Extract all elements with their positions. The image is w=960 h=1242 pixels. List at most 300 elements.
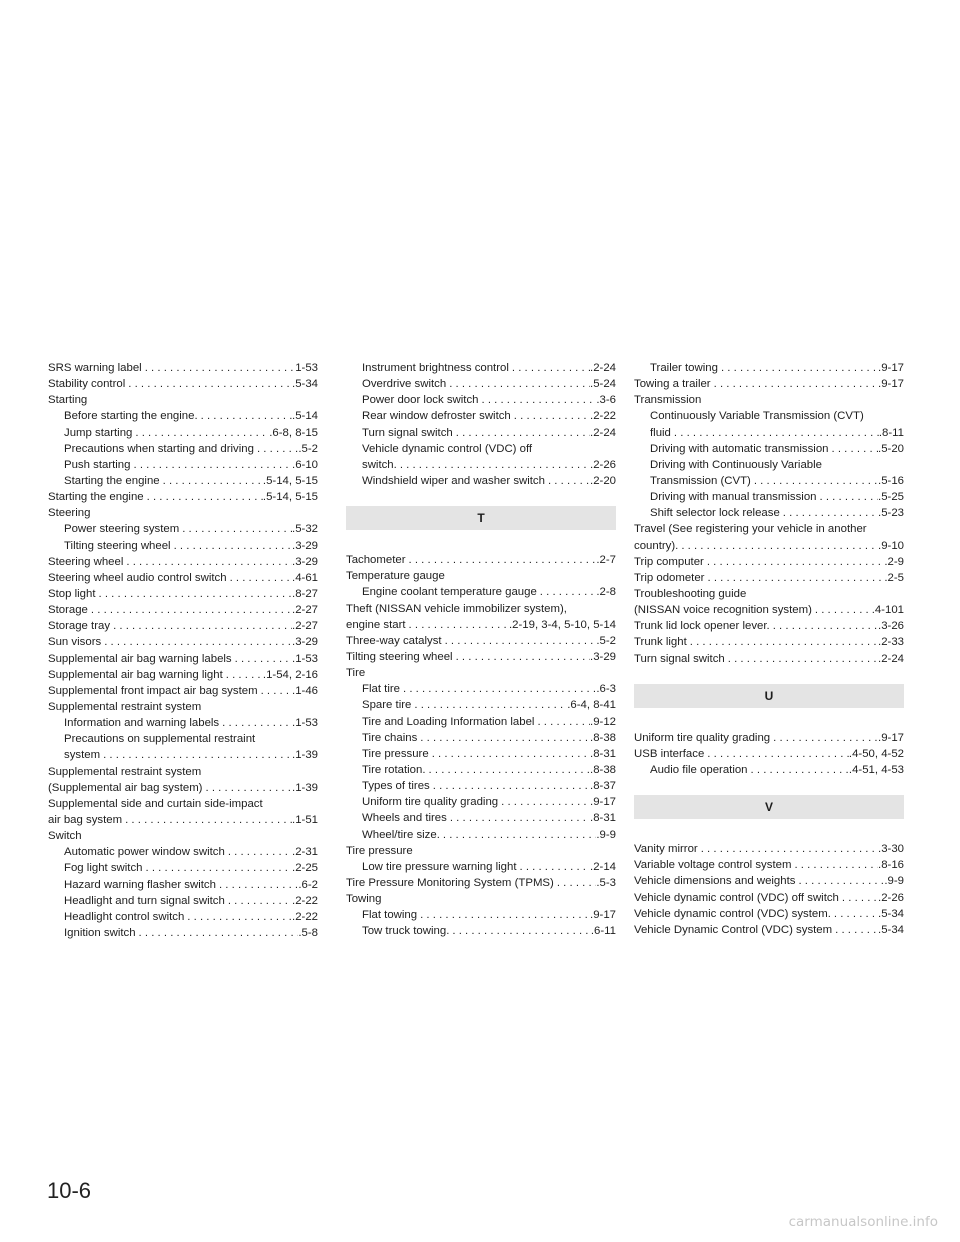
entry-term: Tow truck towing. [362, 925, 450, 938]
dot-leader [397, 457, 590, 473]
entry-term: Power door lock switch [362, 394, 479, 407]
index-entry [634, 873, 904, 889]
index-entry [634, 360, 904, 376]
index-entry [346, 473, 616, 489]
dot-leader [198, 408, 292, 424]
index-heading: Supplemental restraint system [48, 765, 202, 778]
index-entry [634, 618, 904, 634]
dot-leader [219, 715, 292, 731]
page-reference: .2-8 [596, 586, 616, 599]
dot-leader [453, 649, 590, 665]
entry-term: Flat tire [362, 683, 400, 696]
index-heading: Driving with Continuously Variable [650, 458, 822, 471]
entry-term: Vehicle dynamic control (VDC) system. [634, 907, 831, 920]
dot-leader [142, 360, 295, 376]
index-entry [48, 860, 318, 876]
entry-term: Low tire pressure warning light [362, 860, 517, 873]
page-reference: .3-29 [292, 555, 318, 568]
dot-leader [545, 473, 590, 489]
page-reference: .8-37 [590, 780, 616, 793]
page-reference: .2-14 [590, 860, 616, 873]
entry-term: Tilting steering wheel [346, 650, 453, 663]
page-reference: .2-7 [596, 554, 616, 567]
dot-leader [534, 714, 590, 730]
index-entry [346, 762, 616, 778]
page-reference: .5-8 [298, 926, 318, 939]
index-entry [634, 570, 904, 586]
page-reference: .5-23 [878, 507, 904, 520]
index-heading: Transmission [634, 394, 702, 407]
entry-term: Overdrive switch [362, 378, 447, 391]
page-reference: .2-27 [292, 604, 318, 617]
entry-term: Driving with automatic transmission [650, 442, 829, 455]
page-reference: .8-11 [878, 426, 904, 439]
entry-term: Stability control [48, 378, 126, 391]
dot-leader [839, 890, 878, 906]
dot-leader [160, 473, 263, 489]
dot-leader [125, 376, 292, 392]
entry-term: Supplemental air bag warning labels [48, 652, 232, 665]
page-reference: .5-14 [292, 410, 318, 423]
page-reference: .3-30 [878, 843, 904, 856]
dot-leader [132, 425, 269, 441]
index-entry [346, 730, 616, 746]
index-entry [634, 651, 904, 667]
index-entry [48, 877, 318, 893]
dot-leader [478, 392, 596, 408]
entry-term: USB interface [634, 747, 705, 760]
entry-term: Steering wheel [48, 555, 124, 568]
dot-leader [144, 489, 263, 505]
dot-leader [232, 651, 292, 667]
dot-leader [100, 747, 292, 763]
page-reference: .5-24 [590, 378, 616, 391]
index-entry [346, 408, 616, 424]
dot-leader [110, 618, 292, 634]
dot-leader [406, 552, 597, 568]
page-reference: .9-17 [878, 378, 904, 391]
dot-leader [88, 602, 292, 618]
dot-leader [179, 521, 292, 537]
dot-leader [511, 408, 590, 424]
index-entry [48, 570, 318, 586]
entry-term: system [64, 749, 101, 762]
page-reference: .2-9 [884, 555, 904, 568]
page-reference: .5-14, 5-15 [262, 491, 318, 504]
index-entry [346, 633, 616, 649]
index-entry [346, 810, 616, 826]
entry-term: Ignition switch [64, 926, 136, 939]
page-reference: .9-17 [878, 731, 904, 744]
page-reference: .5-2 [298, 442, 318, 455]
entry-term: Trip computer [634, 555, 704, 568]
entry-term: Turn signal switch [362, 426, 453, 439]
dot-leader [130, 457, 292, 473]
index-entry [634, 762, 904, 778]
index-entry [634, 922, 904, 938]
page-reference: .4-51, 4-53 [848, 763, 904, 776]
page-reference: .6-3 [596, 683, 616, 696]
page-reference: .8-31 [590, 812, 616, 825]
dot-leader [417, 907, 590, 923]
entry-term: Types of tires [362, 780, 430, 793]
page-reference: .2-22 [590, 410, 616, 423]
entry-term: Engine coolant temperature gauge [362, 586, 537, 599]
entry-term: Stop light [48, 587, 96, 600]
index-entry [346, 392, 616, 408]
page-reference: .5-25 [878, 491, 904, 504]
page-reference: .3-29 [590, 650, 616, 663]
page-reference: .1-46 [292, 684, 318, 697]
index-entry [634, 746, 904, 762]
dot-leader [704, 570, 884, 586]
dot-leader [440, 827, 596, 843]
entry-term: country). [634, 539, 679, 552]
entry-term: Trunk lid lock opener lever. [634, 620, 770, 633]
index-entry [48, 780, 318, 796]
index-entry [48, 844, 318, 860]
dot-leader [171, 538, 292, 554]
index-entry [346, 923, 616, 939]
entry-term: Driving with manual transmission [650, 491, 817, 504]
dot-leader [136, 925, 299, 941]
dot-leader [671, 425, 879, 441]
dot-leader [227, 570, 292, 586]
entry-term: Wheel/tire size. [362, 828, 440, 841]
index-column-1 [48, 360, 318, 941]
page-reference: .2-5 [884, 571, 904, 584]
index-entry [48, 489, 318, 505]
entry-term: Audio file operation [650, 763, 748, 776]
index-entry [634, 602, 904, 618]
index-entry [48, 425, 318, 441]
page-reference: .9-12 [590, 715, 616, 728]
dot-leader [817, 489, 879, 505]
page-reference: .2-27 [292, 620, 318, 633]
page-reference: .4-61 [292, 571, 318, 584]
index-column-3 [634, 360, 904, 938]
index-heading: Travel (See registering your vehicle in another [634, 523, 867, 536]
dot-leader [143, 860, 293, 876]
dot-leader [400, 681, 596, 697]
entry-term: Variable voltage control system [634, 859, 792, 872]
index-heading: Supplemental side and curtain side-impact [48, 797, 263, 810]
dot-leader [184, 909, 292, 925]
page-reference: .5-2 [596, 634, 616, 647]
index-heading: Temperature gauge [346, 570, 445, 583]
index-heading: Vehicle dynamic control (VDC) off [362, 442, 533, 455]
dot-leader [687, 634, 878, 650]
page-reference: .2-26 [590, 458, 616, 471]
page-reference: .2-24 [878, 652, 904, 665]
index-entry [346, 376, 616, 392]
index-entry [346, 778, 616, 794]
dot-leader [704, 746, 849, 762]
entry-term: Fog light switch [64, 862, 143, 875]
index-entry [346, 681, 616, 697]
entry-term: Power steering system [64, 523, 180, 536]
index-entry [634, 906, 904, 922]
page-reference: .5-32 [292, 523, 318, 536]
entry-term: Tilting steering wheel [64, 539, 171, 552]
page-reference: .2-19, 3-4, 5-10, 5-14 [508, 618, 616, 631]
dot-leader [258, 683, 292, 699]
index-entry [346, 649, 616, 665]
dot-leader [446, 376, 590, 392]
page-reference: .4-50, 4-52 [848, 747, 904, 760]
entry-term: Hazard warning flasher switch [64, 878, 216, 891]
page-reference: .9-17 [590, 909, 616, 922]
index-heading: Supplemental restraint system [48, 700, 202, 713]
entry-term: Starting the engine [64, 474, 160, 487]
page-reference: .5-34 [878, 923, 904, 936]
dot-leader [453, 425, 590, 441]
index-entry [48, 408, 318, 424]
page-reference: 1-53 [295, 362, 318, 374]
index-heading: Towing [346, 893, 382, 906]
entry-term: Precautions when starting and driving [64, 442, 254, 455]
entry-term: Vehicle dimensions and weights [634, 875, 796, 888]
index-entry [48, 893, 318, 909]
entry-term: Information and warning labels [64, 717, 220, 730]
entry-term: Windshield wiper and washer switch [362, 474, 545, 487]
entry-term: Headlight and turn signal switch [64, 894, 225, 907]
dot-leader [704, 554, 885, 570]
index-entry [346, 746, 616, 762]
entry-term: Tire pressure [362, 747, 429, 760]
page-reference: .9-9 [884, 875, 904, 888]
page-reference: .6-11 [590, 925, 616, 938]
page-reference: .2-25 [292, 862, 318, 875]
dot-leader [442, 633, 597, 649]
page-reference: .5-20 [878, 442, 904, 455]
entry-term: Tachometer [346, 554, 406, 567]
index-entry [634, 730, 904, 746]
entry-term: Starting the engine [48, 491, 144, 504]
dot-leader [101, 634, 292, 650]
index-heading: Continuously Variable Transmission (CVT) [650, 410, 864, 423]
dot-leader [537, 584, 597, 600]
entry-term: Automatic power window switch [64, 846, 225, 859]
page-reference: .2-33 [878, 636, 904, 649]
page-reference: .8-27 [292, 587, 318, 600]
index-heading: Precautions on supplemental restraint [64, 733, 256, 746]
dot-leader [711, 376, 878, 392]
index-entry [48, 554, 318, 570]
index-entry [634, 473, 904, 489]
section-letter-heading: U [634, 684, 904, 708]
page-reference: .9-10 [878, 539, 904, 552]
page-reference: .3-6 [596, 394, 616, 407]
entry-term: Storage tray [48, 620, 111, 633]
section-letter-heading: T [346, 506, 616, 530]
dot-leader [812, 602, 872, 618]
dot-leader [449, 923, 591, 939]
index-entry [634, 489, 904, 505]
page-reference: .8-31 [590, 747, 616, 760]
index-entry [48, 667, 318, 683]
index-entry [346, 584, 616, 600]
dot-leader [829, 441, 879, 457]
index-heading: Steering [48, 507, 91, 520]
index-entry [346, 859, 616, 875]
dot-leader [447, 810, 590, 826]
page-reference: .5-14, 5-15 [262, 474, 318, 487]
dot-leader [411, 697, 567, 713]
entry-term: Rear window defroster switch [362, 410, 511, 423]
page-reference: .9-17 [878, 362, 904, 374]
dot-leader [516, 859, 590, 875]
dot-leader [780, 505, 878, 521]
entry-term: Tire and Loading Information label [362, 715, 535, 728]
entry-term: Jump starting [64, 426, 133, 439]
index-entry [634, 890, 904, 906]
index-entry [48, 812, 318, 828]
watermark-link[interactable]: carmanualsonline.info [788, 1214, 938, 1230]
page-reference: .5-34 [292, 378, 318, 391]
index-entry [346, 552, 616, 568]
index-entry [48, 457, 318, 473]
page-reference: .1-53 [292, 717, 318, 730]
entry-term: Vehicle dynamic control (VDC) off switch [634, 891, 839, 904]
entry-term: Wheels and tires [362, 812, 447, 825]
dot-leader [718, 360, 878, 376]
page-reference: .2-20 [590, 474, 616, 487]
dot-leader [123, 554, 292, 570]
dot-leader [429, 746, 590, 762]
index-entry [48, 618, 318, 634]
section-spacer [634, 778, 904, 793]
dot-leader [430, 778, 590, 794]
dot-leader [725, 651, 878, 667]
index-entry [346, 907, 616, 923]
entry-term: Steering wheel audio control switch [48, 571, 227, 584]
index-heading: Tire [346, 667, 366, 680]
page-reference: .3-29 [292, 636, 318, 649]
page-number: 10-6 [47, 1178, 92, 1203]
entry-term: Instrument brightness control [362, 362, 509, 374]
index-heading: Switch [48, 830, 82, 843]
page-reference: .5-16 [878, 474, 904, 487]
dot-leader [96, 586, 293, 602]
page-reference: .1-39 [292, 781, 318, 794]
index-entry [48, 360, 318, 376]
entry-term: Transmission (CVT) [650, 474, 751, 487]
index-entry [48, 925, 318, 941]
dot-leader [225, 893, 292, 909]
dot-leader [831, 906, 878, 922]
index-entry [634, 538, 904, 554]
index-entry [634, 505, 904, 521]
index-entry [48, 521, 318, 537]
page-reference: .8-38 [590, 731, 616, 744]
dot-leader [216, 877, 298, 893]
page-reference: .2-31 [292, 846, 318, 859]
entry-term: Trip odometer [634, 571, 705, 584]
dot-leader [748, 762, 849, 778]
index-entry [48, 473, 318, 489]
entry-term: Supplemental air bag warning light [48, 668, 223, 681]
entry-term: air bag system [48, 813, 123, 826]
index-entry [634, 841, 904, 857]
index-heading: Tire pressure [346, 844, 413, 857]
index-entry [634, 554, 904, 570]
index-entry [48, 651, 318, 667]
index-entry [346, 714, 616, 730]
entry-term: Uniform tire quality grading [362, 796, 499, 809]
entry-term: Trailer towing [650, 362, 718, 374]
index-entry [634, 857, 904, 873]
page-reference: .4-101 [871, 604, 904, 617]
dot-leader [698, 841, 878, 857]
dot-leader [498, 794, 590, 810]
entry-term: Tire rotation. [362, 763, 426, 776]
dot-leader [791, 857, 878, 873]
entry-term: (Supplemental air bag system) [48, 781, 203, 794]
entry-term: Vanity mirror [634, 843, 698, 856]
index-entry [346, 617, 616, 633]
page-reference: .5-34 [878, 907, 904, 920]
page-reference: .6-10 [292, 458, 318, 471]
index-entry [346, 794, 616, 810]
entry-term: Spare tire [362, 699, 412, 712]
entry-term: Towing a trailer [634, 378, 711, 391]
entry-term: Tire Pressure Monitoring System (TPMS) [346, 876, 554, 889]
index-entry [48, 909, 318, 925]
index-entry [48, 602, 318, 618]
page-reference: .8-38 [590, 763, 616, 776]
index-entry [48, 747, 318, 763]
page-reference: .2-26 [878, 891, 904, 904]
page-reference: .5-3 [596, 876, 616, 889]
page-reference: .2-24 [590, 362, 616, 374]
page-reference: .6-2 [298, 878, 318, 891]
entry-term: Flat towing [362, 909, 418, 922]
index-entry [634, 441, 904, 457]
index-column-2 [346, 360, 616, 940]
index-entry [48, 586, 318, 602]
dot-leader [678, 538, 878, 554]
entry-term: Shift selector lock release [650, 507, 780, 520]
entry-term: Sun visors [48, 636, 102, 649]
entry-term: fluid [650, 426, 671, 439]
section-spacer [634, 667, 904, 682]
entry-term: Headlight control switch [64, 910, 185, 923]
index-entry [48, 634, 318, 650]
entry-term: Before starting the engine. [64, 410, 198, 423]
entry-term: Uniform tire quality grading [634, 731, 771, 744]
section-spacer [346, 489, 616, 504]
page-reference: .2-22 [292, 894, 318, 907]
page-reference: .8-16 [878, 859, 904, 872]
page-reference: .6-4, 8-41 [567, 699, 616, 712]
entry-term: Storage [48, 604, 88, 617]
index-entry [634, 425, 904, 441]
index-entry [48, 376, 318, 392]
index-entry [48, 715, 318, 731]
dot-leader [795, 873, 884, 889]
dot-leader [223, 667, 263, 683]
dot-leader [832, 922, 878, 938]
page-reference: .1-51 [292, 813, 318, 826]
dot-leader [406, 617, 509, 633]
entry-term: Trunk light [634, 636, 687, 649]
dot-leader [509, 360, 590, 376]
entry-term: Supplemental front impact air bag system [48, 684, 258, 697]
page-reference: .1-39 [292, 749, 318, 762]
page-reference: .2-24 [590, 426, 616, 439]
page-reference: .1-54, 2-16 [262, 668, 318, 681]
